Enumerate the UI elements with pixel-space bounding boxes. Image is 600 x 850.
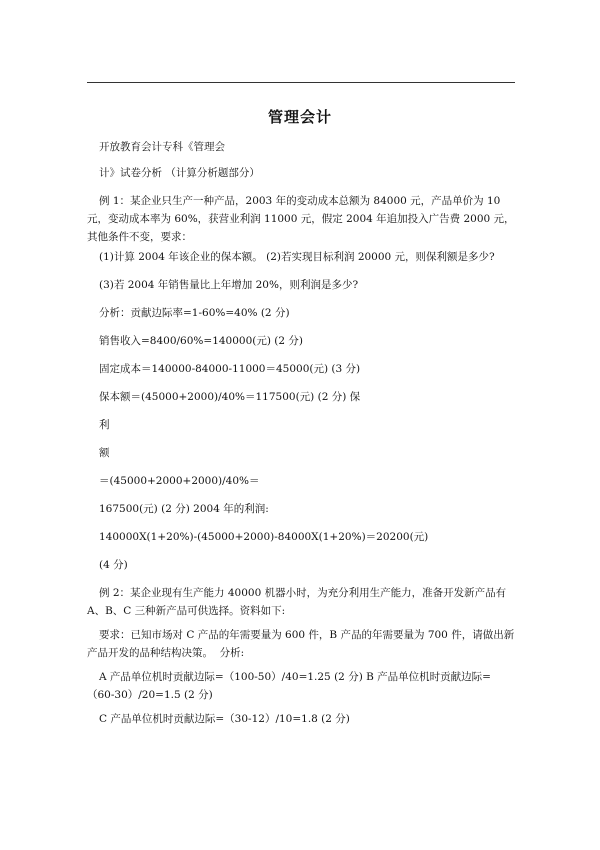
paragraph-2004-profit: 140000X(1+20%)-(45000+2000)-84000X(1+20%)＝20200(元) xyxy=(99,531,429,543)
paragraph-question-1-2: (1)计算 2004 年该企业的保本额。 (2)若实现目标利润 20000 元，则保利额是多少? xyxy=(99,251,495,263)
paragraph-sales-revenue: 销售收入=8400/60%=140000(元) (2 分) xyxy=(99,335,304,347)
paragraph-requirement: 要求：已知市场对 C 产品的年需要量为 600 件，B 产品的年需要量为 700 件，请做出新产品开发的品种结构决策。 分析: xyxy=(87,629,515,659)
paragraph-profit-value: 167500(元) (2 分) 2004 年的利润: xyxy=(99,503,269,515)
paragraph-product-c: C 产品单位机时贡献边际=（30-12）/10=1.8 (2 分) xyxy=(99,713,350,725)
paragraph-subtitle: 计》试卷分析 （计算分析题部分） xyxy=(99,167,260,179)
paragraph-li: 利 xyxy=(99,419,110,431)
paragraph-profit-formula: ＝(45000+2000+2000)/40%＝ xyxy=(99,475,260,487)
header-rule xyxy=(87,82,515,83)
paragraph-breakeven: 保本额＝(45000+2000)/40%＝117500(元) (2 分) 保 xyxy=(99,391,361,403)
paragraph-contribution-margin: 分析：贡献边际率=1-60%=40% (2 分) xyxy=(99,307,290,319)
paragraph-course: 开放教育会计专科《管理会 xyxy=(99,141,225,153)
paragraph-example-2: 例 2：某企业现有生产能力 40000 机器小时，为充分利用生产能力，准备开发新产品有 A、B、C 三种新产品可供选择。资料如下: xyxy=(87,587,510,617)
paragraph-e: 额 xyxy=(99,447,110,459)
paragraph-product-a-b: A 产品单位机时贡献边际=（100-50）/40=1.25 (2 分) B 产品单位机时贡献边际=（60-30）/20=1.5 (2 分) xyxy=(87,671,491,701)
paragraph-score: (4 分) xyxy=(99,559,128,571)
paragraph-example-1: 例 1：某企业只生产一种产品，2003 年的变动成本总额为 84000 元，产品单价为 10 元，变动成本率为 60%，获营业利润 11000 元，假定 2004 年追加投入广告费 2000 元，其他条件不变，要求： xyxy=(87,195,515,243)
paragraph-question-3: (3)若 2004 年销售量比上年增加 20%，则利润是多少? xyxy=(99,279,359,291)
paragraph-fixed-cost: 固定成本＝140000-84000-11000＝45000(元) (3 分) xyxy=(99,363,361,375)
document-title: 管理会计 xyxy=(267,108,332,126)
